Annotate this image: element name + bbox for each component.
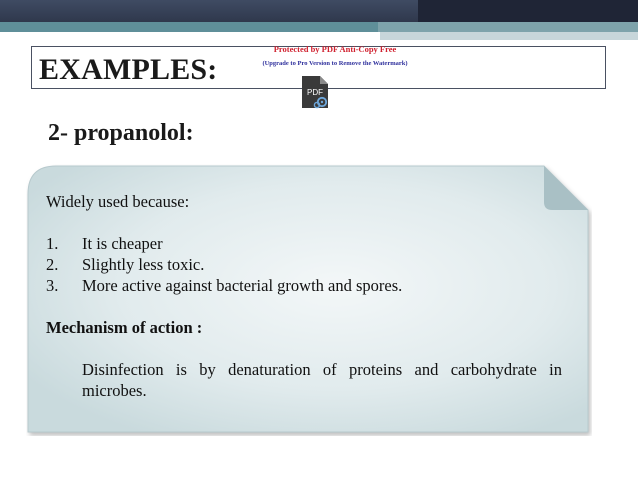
- mechanism-heading: Mechanism of action :: [46, 318, 203, 337]
- pdf-gear-icon: [300, 75, 330, 109]
- top-band-tab: [418, 0, 638, 22]
- content-card: [26, 164, 592, 436]
- list-item: 2. Slightly less toxic.: [46, 255, 205, 274]
- list-item: 1. It is cheaper: [46, 234, 163, 253]
- list-item: 3. More active against bacterial growth and spores.: [46, 276, 403, 295]
- watermark-line-1: Protected by PDF Anti-Copy Free: [273, 44, 397, 54]
- watermark-line-2: (Upgrade to Pro Version to Remove the Watermark): [262, 60, 408, 67]
- card-intro: Widely used because:: [46, 192, 190, 211]
- slide-subtitle: 2- propanolol:: [48, 120, 194, 146]
- pdf-icon-label: PDF: [307, 88, 323, 97]
- teal-decorative-band: [0, 22, 638, 32]
- slide-title: EXAMPLES:: [39, 53, 218, 86]
- top-decorative-band: [0, 0, 638, 22]
- mechanism-text: Disinfection is by denaturation of proteins and carbohydrate in microbes.: [82, 360, 562, 400]
- teal-band-accent: [378, 22, 638, 32]
- light-decorative-band: [380, 32, 638, 40]
